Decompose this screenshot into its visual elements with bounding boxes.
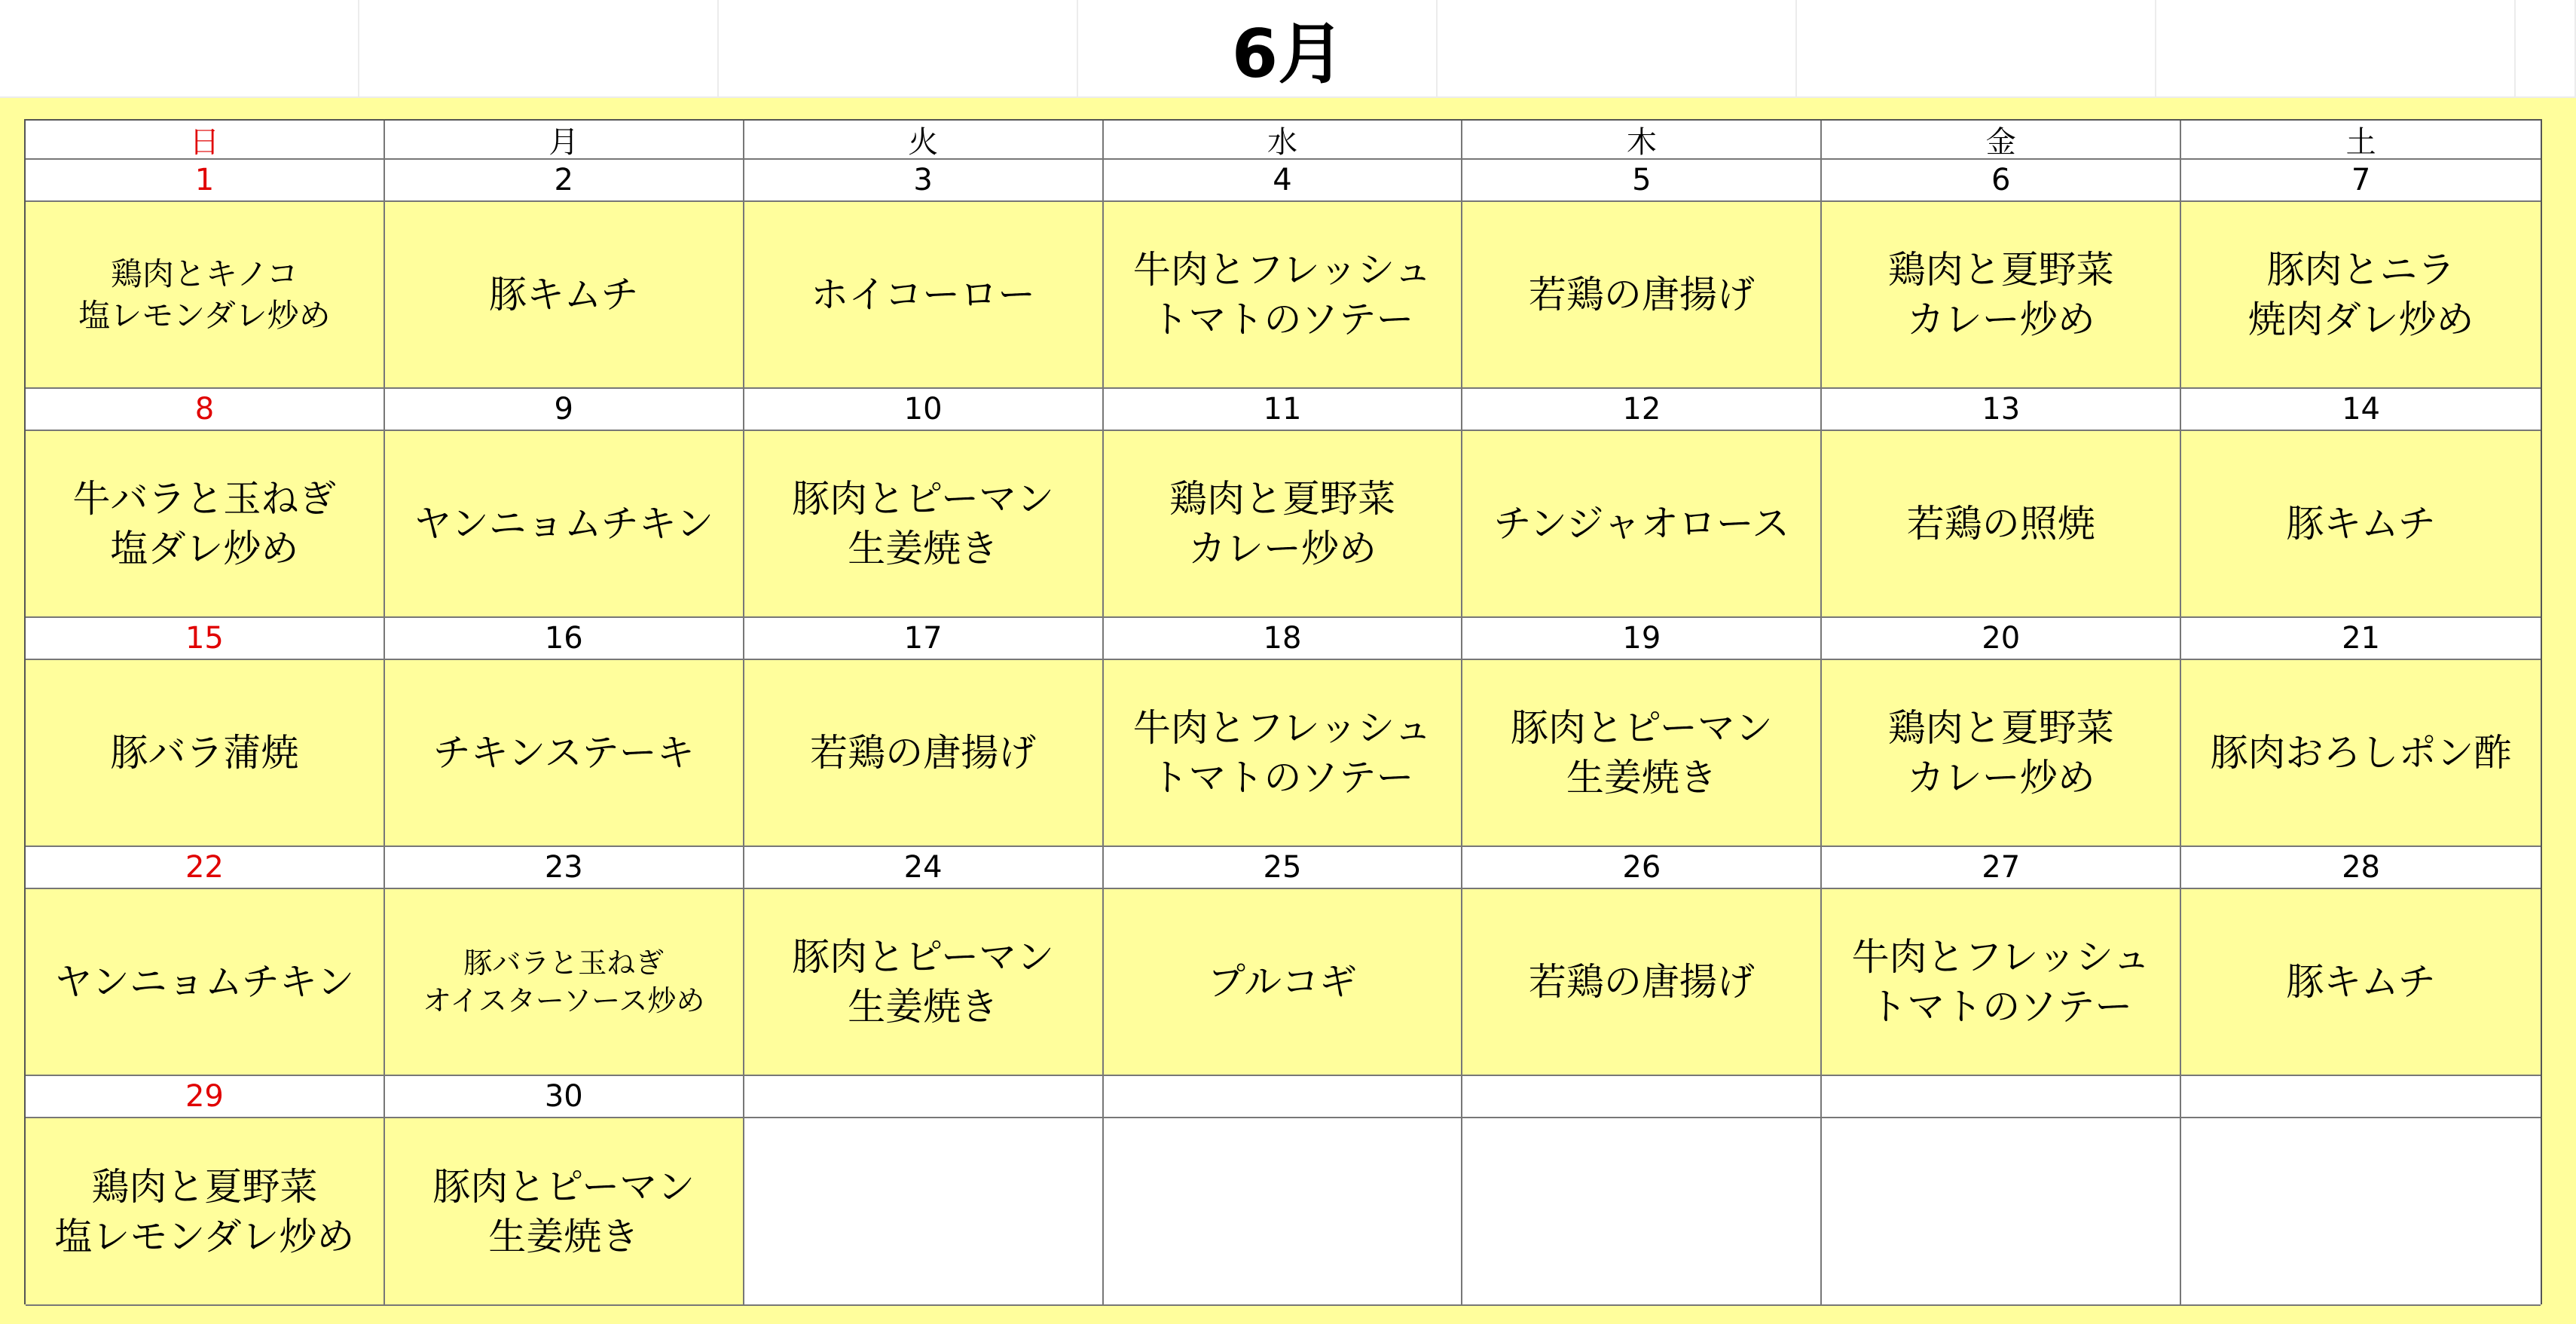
date-number-sunday: 1	[26, 160, 385, 202]
date-number-friday: 27	[1822, 847, 2181, 889]
menu-cell: 若鶏の唐揚げ	[1462, 889, 1822, 1076]
menu-cell: 豚肉とニラ 焼肉ダレ炒め	[2181, 202, 2541, 389]
menu-cell: 鶏肉と夏野菜 カレー炒め	[1822, 202, 2181, 389]
menu-cell: 鶏肉と夏野菜 カレー炒め	[1104, 431, 1463, 618]
date-number-sunday: 15	[26, 618, 385, 660]
date-number-tuesday: 17	[744, 618, 1104, 660]
weekday-tuesday: 火	[744, 121, 1104, 160]
weekday-monday: 月	[385, 121, 744, 160]
menu-cell: 牛肉とフレッシュ トマトのソテー	[1104, 202, 1463, 389]
menu-cell: チキンステーキ	[385, 660, 744, 847]
empty-cell	[744, 1118, 1104, 1306]
menu-cell: 鶏肉と夏野菜 塩レモンダレ炒め	[26, 1118, 385, 1306]
date-number-monday: 9	[385, 389, 744, 431]
date-number-thursday	[1462, 1076, 1822, 1118]
menu-cell: 豚バラ蒲焼	[26, 660, 385, 847]
menu-cell: 若鶏の唐揚げ	[744, 660, 1104, 847]
empty-cell	[1104, 1118, 1463, 1306]
weekday-friday: 金	[1822, 121, 2181, 160]
date-number-wednesday: 4	[1104, 160, 1463, 202]
menu-cell: 豚キムチ	[385, 202, 744, 389]
calendar-grid	[24, 119, 2542, 1304]
weekday-thursday: 木	[1462, 121, 1822, 160]
date-number-sunday: 8	[26, 389, 385, 431]
empty-cell	[1462, 1118, 1822, 1306]
empty-cell	[1822, 1118, 2181, 1306]
date-number-tuesday	[744, 1076, 1104, 1118]
date-number-friday: 13	[1822, 389, 2181, 431]
menu-cell: 豚肉とピーマン 生姜焼き	[385, 1118, 744, 1306]
date-number-friday	[1822, 1076, 2181, 1118]
date-number-monday: 16	[385, 618, 744, 660]
date-number-wednesday: 18	[1104, 618, 1463, 660]
date-number-saturday: 7	[2181, 160, 2541, 202]
date-number-saturday: 14	[2181, 389, 2541, 431]
menu-cell: 鶏肉と夏野菜 カレー炒め	[1822, 660, 2181, 847]
date-number-wednesday: 11	[1104, 389, 1463, 431]
date-number-thursday: 5	[1462, 160, 1822, 202]
menu-cell: ホイコーロー	[744, 202, 1104, 389]
menu-cell: 豚肉とピーマン 生姜焼き	[744, 431, 1104, 618]
date-number-wednesday	[1104, 1076, 1463, 1118]
date-number-wednesday: 25	[1104, 847, 1463, 889]
menu-cell: 豚キムチ	[2181, 431, 2541, 618]
date-number-monday: 30	[385, 1076, 744, 1118]
menu-cell: 豚キムチ	[2181, 889, 2541, 1076]
menu-cell: 豚肉とピーマン 生姜焼き	[1462, 660, 1822, 847]
weekday-saturday: 土	[2181, 121, 2541, 160]
menu-cell: 牛バラと玉ねぎ 塩ダレ炒め	[26, 431, 385, 618]
month-title: 6月	[1231, 15, 1345, 93]
date-number-tuesday: 10	[744, 389, 1104, 431]
date-number-sunday: 29	[26, 1076, 385, 1118]
menu-cell: チンジャオロース	[1462, 431, 1822, 618]
date-number-monday: 23	[385, 847, 744, 889]
menu-cell: 若鶏の唐揚げ	[1462, 202, 1822, 389]
date-number-tuesday: 24	[744, 847, 1104, 889]
menu-cell: 豚バラと玉ねぎ オイスターソース炒め	[385, 889, 744, 1076]
menu-cell: プルコギ	[1104, 889, 1463, 1076]
menu-cell: 若鶏の照焼	[1822, 431, 2181, 618]
weekday-sunday: 日	[26, 121, 385, 160]
date-number-friday: 6	[1822, 160, 2181, 202]
date-number-sunday: 22	[26, 847, 385, 889]
menu-cell: ヤンニョムチキン	[26, 889, 385, 1076]
date-number-saturday: 28	[2181, 847, 2541, 889]
empty-cell	[2181, 1118, 2541, 1306]
menu-cell: 牛肉とフレッシュ トマトのソテー	[1104, 660, 1463, 847]
weekday-wednesday: 水	[1104, 121, 1463, 160]
date-number-friday: 20	[1822, 618, 2181, 660]
date-number-thursday: 12	[1462, 389, 1822, 431]
menu-cell: ヤンニョムチキン	[385, 431, 744, 618]
date-number-tuesday: 3	[744, 160, 1104, 202]
date-number-thursday: 19	[1462, 618, 1822, 660]
date-number-thursday: 26	[1462, 847, 1822, 889]
menu-cell: 豚肉とピーマン 生姜焼き	[744, 889, 1104, 1076]
menu-cell: 牛肉とフレッシュ トマトのソテー	[1822, 889, 2181, 1076]
date-number-monday: 2	[385, 160, 744, 202]
date-number-saturday: 21	[2181, 618, 2541, 660]
date-number-saturday	[2181, 1076, 2541, 1118]
menu-cell: 豚肉おろしポン酢	[2181, 660, 2541, 847]
menu-cell: 鶏肉とキノコ 塩レモンダレ炒め	[26, 202, 385, 389]
